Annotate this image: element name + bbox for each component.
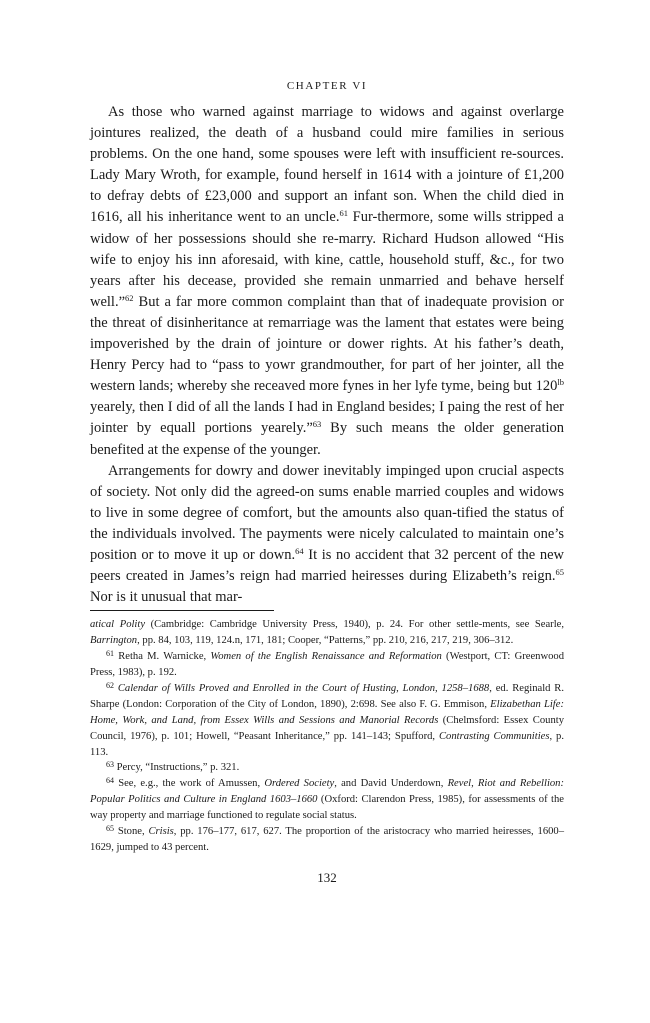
- text-run: By such means the older generation benefited at the expense of the younger.: [90, 420, 565, 458]
- footnote-rule: [90, 610, 274, 611]
- text-run: (Westport, CT: Greenwood Press, 1983), p. 192.: [90, 651, 564, 678]
- footnote-ref: lb: [557, 377, 564, 388]
- footnote-number: 65: [106, 824, 114, 834]
- text-run: It is no accident that 32 percent of the new peers created in James’s reign had married heiresses during Elizabeth’s reign.: [90, 546, 564, 585]
- text-run: , and David Underdown,: [334, 778, 448, 790]
- footnote-63: [90, 760, 564, 776]
- footnote-number: 62: [106, 680, 114, 690]
- text-run: As those who warned against marriage to widows and against overlarge jointures realized, the death of a husband could mire families in serious problems. On the one hand, some spouses were left with insufficient re-sources. Lady Mary Wroth, for example, found herself in 1614 with a jointure of £1,200 to defray debts of £23,000 and support an infant son. When the child died in 1616, all his inheritance went to an uncle.: [90, 104, 564, 226]
- text-run: yearely, then I did of all the lands I had in England besides; I paing the rest of her jointer by equall portions yearely.”: [90, 399, 564, 437]
- chapter-heading: CHAPTER VI: [286, 80, 368, 92]
- footnote-number: 64: [106, 776, 114, 786]
- footnote-ref: 65: [555, 567, 564, 578]
- text-run: Retha M. Warnicke,: [114, 651, 211, 663]
- footnote-61: [90, 649, 564, 681]
- footnote-ref: 64: [295, 545, 304, 556]
- text-run: , ed. Reginald R. Sharpe (London: Corporation of the City of London, 1890), 2:698. See also F. G. Emmison,: [90, 682, 565, 710]
- paragraph-1: [90, 102, 564, 461]
- italic-title: Ordered Society: [264, 778, 335, 790]
- text-run: (Cambridge: Cambridge University Press, 1940), p. 24. For other settle-ments, see Searle,: [145, 619, 565, 631]
- text-run: (Oxford: Clarendon Press, 1985), for assessments of the way property and marriage functioned to regulate social status.: [90, 794, 564, 822]
- italic-title: Women of the English Renaissance and Reformation: [210, 651, 442, 663]
- text-run: Percy, “Instructions,” p. 321.: [114, 762, 240, 774]
- paragraph-2: [90, 461, 564, 609]
- italic-title: Contrasting Communities: [438, 730, 550, 742]
- italic-title: atical Polity: [90, 619, 146, 631]
- body-text: [90, 102, 564, 608]
- text-run: , p. 113.: [90, 730, 564, 758]
- text-run: Fur-thermore, some wills stripped a widow of her possessions should she re-marry. Richard Hudson allowed “His wife to enjoy his inn aforesaid, with kine, cattle, household stuff, &c., for two years after his decease, provided she remain unmarried and behave herself well.”: [90, 209, 564, 310]
- text-run: Nor is it unusual that mar-: [90, 589, 243, 606]
- footnote-ref: 62: [125, 292, 134, 303]
- italic-title: Revel, Riot and Rebellion: Popular Politics and Culture in England 1603–1660: [90, 778, 565, 806]
- text-run: See, e.g., the work of Amussen,: [114, 778, 265, 790]
- footnote-ref: 61: [339, 208, 348, 219]
- text-run: Arrangements for dowry and dower inevitably impinged upon crucial aspects of society. Not only did the agreed-on sums enable married couples and widows to live in some degree of comfort, but the amounts also quan-tified the status of the individuals involved. The payments were nicely calculated to maintain one’s position or to move it up or down.: [90, 462, 564, 563]
- footnote-continuation: [90, 617, 564, 649]
- footnote-64: [90, 776, 564, 824]
- italic-title: Calendar of Wills Proved and Enrolled in the Court of Husting, London, 1258–1688: [117, 682, 490, 694]
- text-run: (Chelmsford: Essex County Council, 1976), p. 101; Howell, “Peasant Inheritance,” pp. 141–143; Spufford,: [90, 714, 564, 742]
- book-page: [90, 78, 564, 978]
- page-number: 132: [317, 869, 337, 885]
- text-run: , pp. 176–177, 617, 627. The proportion of the aristocracy who married heiresses, 1600–1629, jumped to 43 percent.: [90, 826, 565, 853]
- footnote-number: 61: [106, 649, 114, 659]
- text-run: Stone,: [114, 826, 149, 838]
- footnote-65: [90, 824, 564, 856]
- footnotes: [90, 617, 564, 856]
- italic-title: Barrington: [90, 635, 138, 647]
- text-run: , pp. 84, 103, 119, 124.n, 171, 181; Cooper, “Patterns,” pp. 210, 216, 217, 219, 306–312.: [137, 635, 514, 647]
- italic-title: Crisis: [148, 826, 174, 838]
- footnote-number: 63: [106, 760, 114, 770]
- footnote-62: [90, 681, 564, 761]
- italic-title: Elizabethan Life: Home, Work, and Land, from Essex Wills and Sessions and Manorial Records: [90, 698, 564, 726]
- text-run: But a far more common complaint than that of inadequate provision or the threat of disinheritance at remarriage was the lament that estates were being impoverished by the drain of jointure or dower rights. At his father’s death, Henry Percy had to “pass to yowr grandmouther, for part of her jointer, all the western lands; whereby she receaved more fynes in her lyfe tyme, being but 120: [90, 293, 564, 395]
- footnote-ref: 63: [312, 419, 322, 430]
